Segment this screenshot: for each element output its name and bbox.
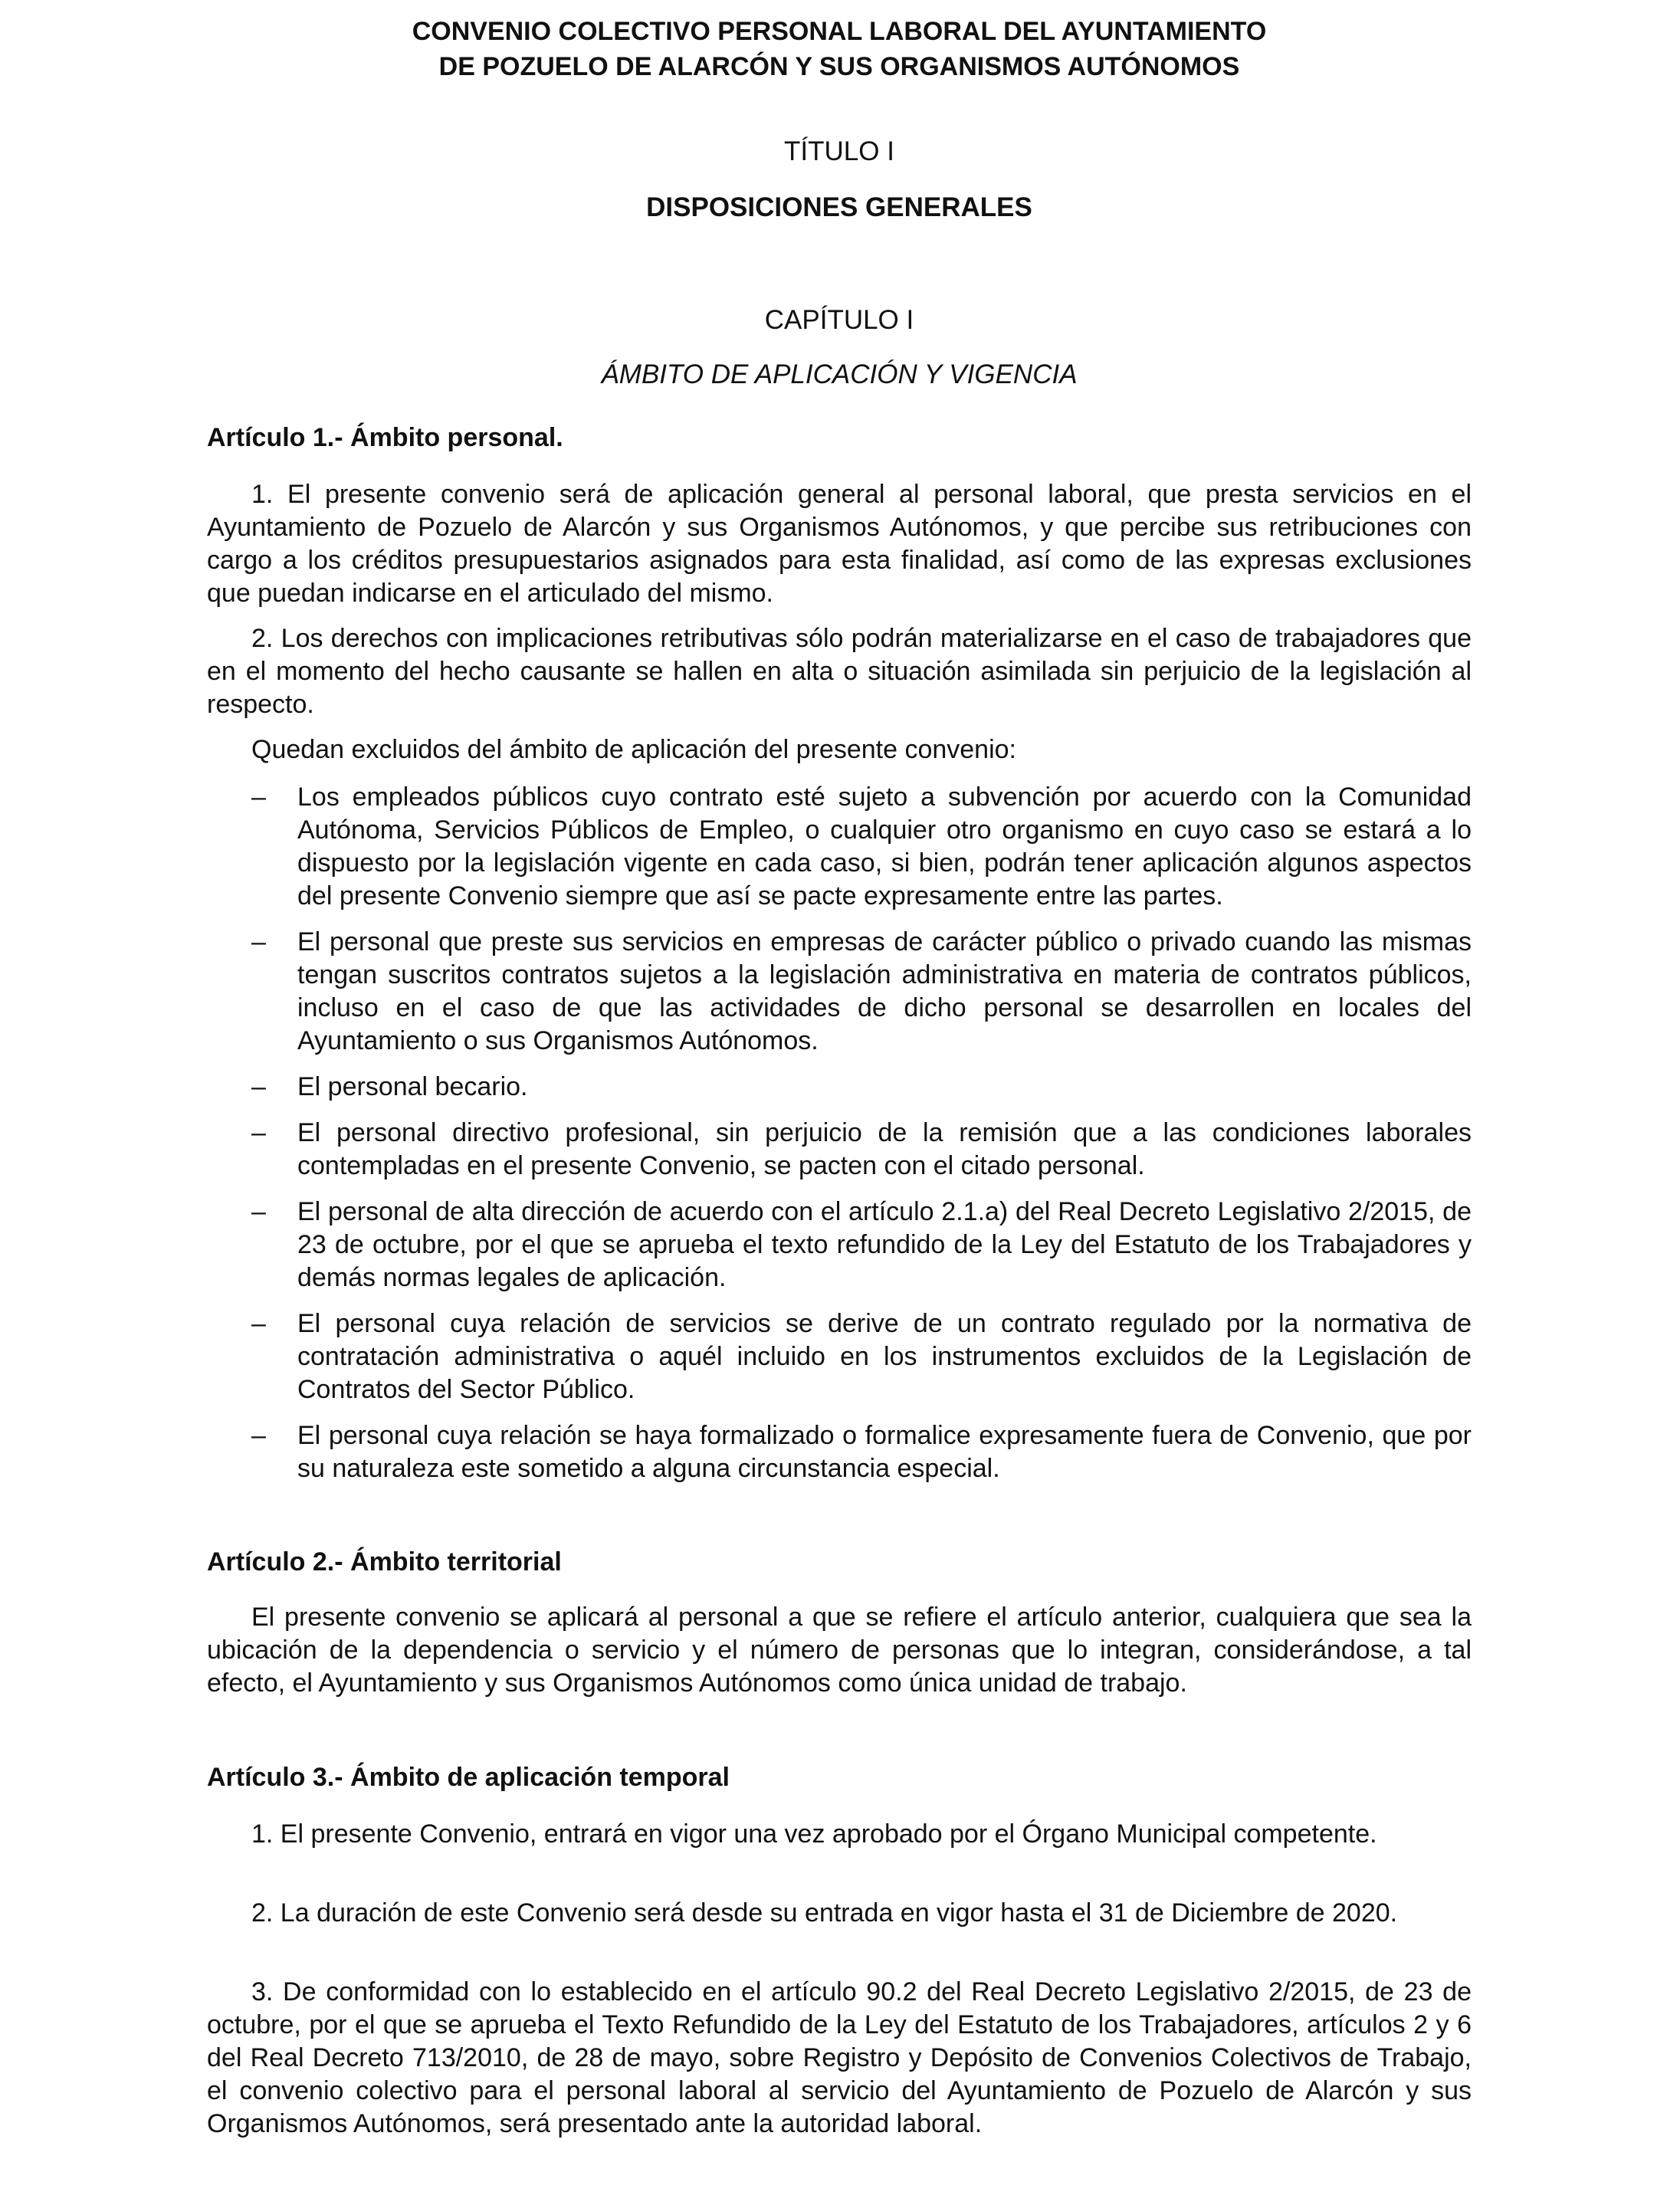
capitulo-name: ÁMBITO DE APLICACIÓN Y VIGENCIA — [601, 359, 1078, 389]
article-1-exclusions-intro: Quedan excluidos del ámbito de aplicación del presente convenio: — [251, 735, 1016, 764]
exclusion-text: El personal cuya relación de servicios se derive de un contrato regulado por la normativa de contratación administrativa o aquél incluido en los instrumentos excluidos de la Legislación de Contratos del Sector Público. — [297, 1309, 1472, 1404]
article-3-heading: Artículo 3.- Ámbito de aplicación temporal — [207, 1763, 730, 1792]
list-item — [207, 1117, 1472, 1183]
titulo-label: TÍTULO I — [784, 136, 894, 166]
document-title-line-2: DE POZUELO DE ALARCÓN Y SUS ORGANISMOS AUTÓNOMOS — [438, 52, 1240, 81]
exclusion-text: El personal becario. — [297, 1072, 528, 1101]
article-1-paragraph-2: 2. Los derechos con implicaciones retributivas sólo podrán materializarse en el caso de trabajadores que en el momento del hecho causante se hallen en alta o situación asimilada sin perjuicio de la legislación al respecto. — [207, 624, 1472, 719]
list-item — [207, 1419, 1472, 1485]
list-item — [207, 1307, 1472, 1406]
bullet-dash: – — [251, 1118, 266, 1147]
article-2-heading: Artículo 2.- Ámbito territorial — [207, 1547, 562, 1577]
bullet-dash: – — [251, 1421, 266, 1450]
article-2-paragraph-1: El presente convenio se aplicará al personal a que se refiere el artículo anterior, cualquiera que sea la ubicación de la dependencia o servicio y el número de personas que lo integran, considerándose, a tal efecto, el Ayuntamiento y sus Organismos Autónomos como única unidad de trabajo. — [207, 1603, 1472, 1698]
bullet-dash: – — [251, 1072, 266, 1101]
capitulo-label: CAPÍTULO I — [764, 305, 914, 335]
exclusion-text: El personal directivo profesional, sin perjuicio de la remisión que a las condiciones laborales contempladas en el presente Convenio, se pacten con el citado personal. — [297, 1118, 1472, 1180]
list-item — [207, 1196, 1472, 1294]
article-1-heading: Artículo 1.- Ámbito personal. — [207, 423, 563, 452]
exclusion-text: El personal que preste sus servicios en empresas de carácter público o privado cuando las mismas tengan suscritos contratos sujetos a la legislación administrativa en materia de contratos públicos, incluso en el caso de que las actividades de dicho personal se desarrollen en locales del Ayuntamiento o sus Organismos Autónomos. — [297, 927, 1472, 1055]
exclusion-text: Los empleados públicos cuyo contrato esté sujeto a subvención por acuerdo con la Comunidad Autónoma, Servicios Públicos de Empleo, o cualquier otro organismo en cuyo caso se estará a lo dispuesto por la legislación vigente en cada caso, si bien, podrán tener aplicación algunos aspectos del presente Convenio siempre que así se pacte expresamente entre las partes. — [297, 783, 1472, 910]
article-1-paragraph-1: 1. El presente convenio será de aplicación general al personal laboral, que presta servicios en el Ayuntamiento de Pozuelo de Alarcón y sus Organismos Autónomos, y que percibe sus retribuciones con cargo a los créditos presupuestarios asignados para esta finalidad, así como de las expresas exclusiones que puedan indicarse en el articulado del mismo. — [207, 480, 1472, 608]
bullet-dash: – — [251, 1197, 266, 1226]
exclusions-list — [207, 781, 1472, 1498]
article-3-paragraph-1: 1. El presente Convenio, entrará en vigor una vez aprobado por el Órgano Municipal competente. — [251, 1819, 1377, 1849]
exclusion-text: El personal de alta dirección de acuerdo con el artículo 2.1.a) del Real Decreto Legislativo 2/2015, de 23 de octubre, por el que se aprueba el texto refundido de la Ley del Estatuto de los Trabajadores y demás normas legales de aplicación. — [297, 1197, 1472, 1292]
list-item — [207, 1071, 1472, 1104]
article-3-paragraph-2: 2. La duración de este Convenio será desde su entrada en vigor hasta el 31 de Diciembre de 2020. — [251, 1898, 1398, 1928]
titulo-name: DISPOSICIONES GENERALES — [646, 192, 1032, 222]
list-item — [207, 781, 1472, 913]
list-item — [207, 926, 1472, 1058]
article-3-paragraph-3: 3. De conformidad con lo establecido en el artículo 90.2 del Real Decreto Legislativo 2/2015, de 23 de octubre, por el que se aprueba el Texto Refundido de la Ley del Estatuto de los Trabajadores, artículos 2 y 6 del Real Decreto 713/2010, de 28 de mayo, sobre Registro y Depósito de Convenios Colectivos de Trabajo, el convenio colectivo para el personal laboral al servicio del Ayuntamiento de Pozuelo de Alarcón y sus Organismos Autónomos, será presentado ante la autoridad laboral. — [207, 1977, 1472, 2138]
document-title — [207, 14, 1472, 84]
bullet-dash: – — [251, 927, 266, 956]
bullet-dash: – — [251, 1309, 266, 1338]
exclusion-text: El personal cuya relación se haya formalizado o formalice expresamente fuera de Convenio, que por su naturaleza este sometido a alguna circunstancia especial. — [297, 1421, 1472, 1483]
document-title-line-1: CONVENIO COLECTIVO PERSONAL LABORAL DEL AYUNTAMIENTO — [412, 17, 1267, 46]
bullet-dash: – — [251, 783, 266, 812]
